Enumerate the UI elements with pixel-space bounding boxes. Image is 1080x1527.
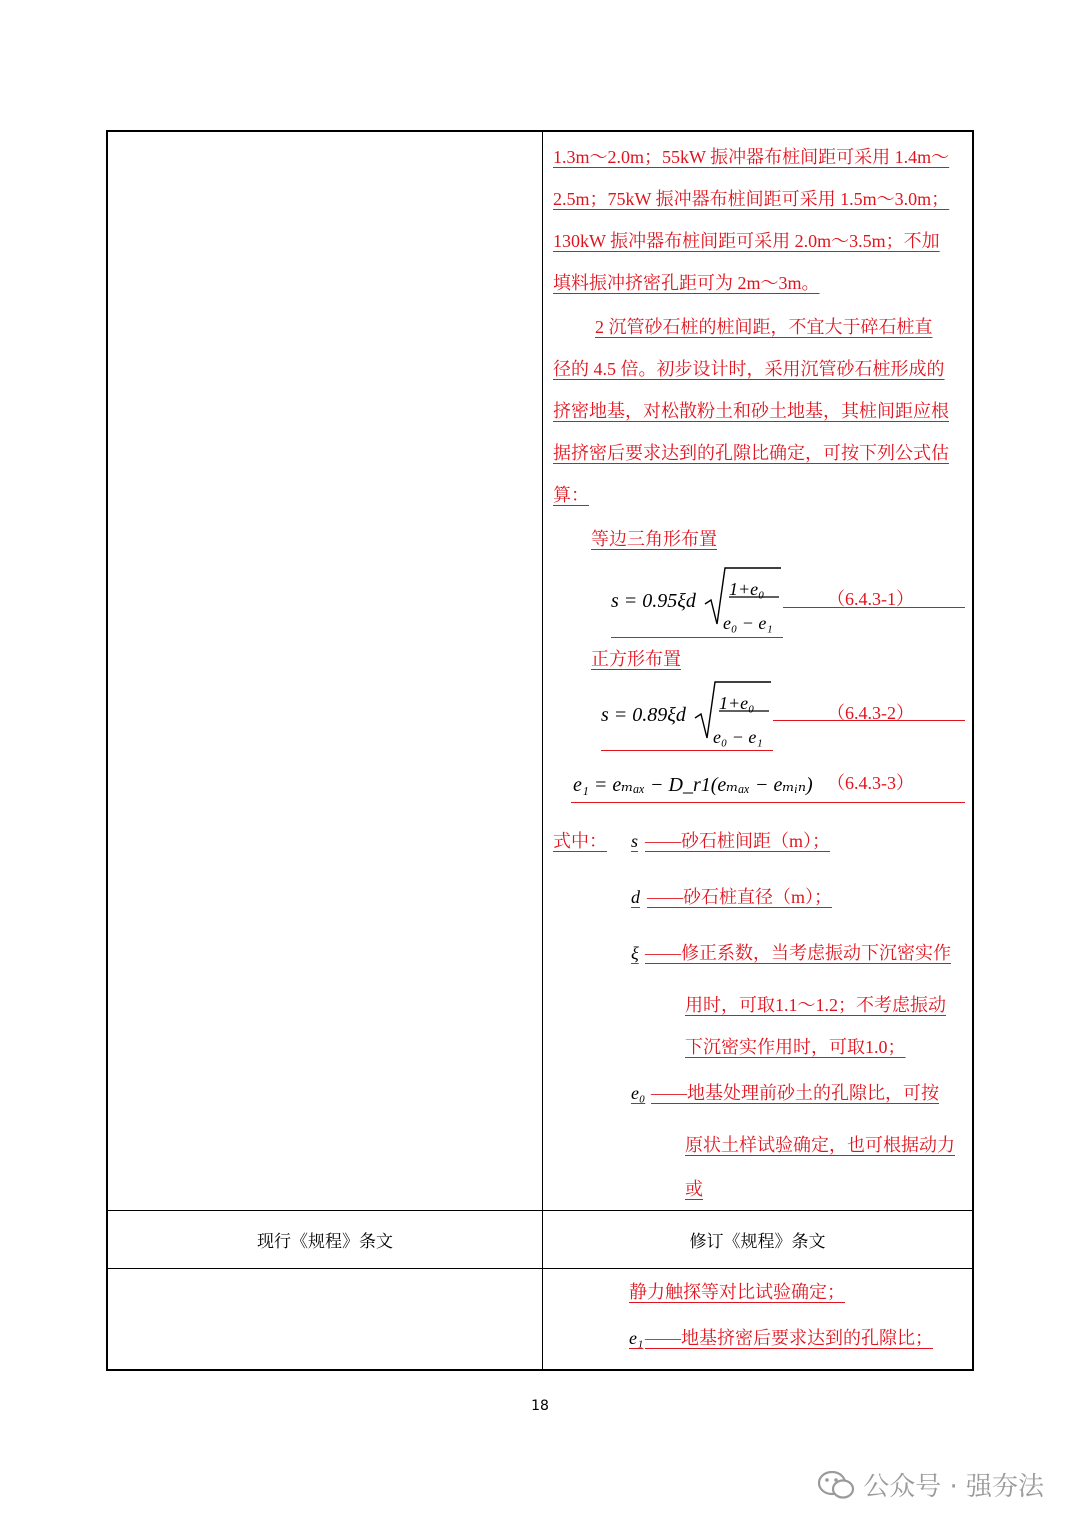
layout-triangle-label: 等边三角形布置 [591, 529, 717, 549]
def-text: ——砂石桩直径（m）； [647, 887, 833, 907]
text-line: 挤密地基，对松散粉土和砂土地基，其桩间距应根 [553, 401, 949, 421]
def-symbol: ξ [631, 943, 639, 963]
watermark [817, 1466, 1044, 1503]
formula-1-lhs: s = 0.95ξd [611, 590, 696, 612]
def-text: ——砂石桩间距（m）； [645, 831, 831, 851]
formula-2-number: （6.4.3-2） [827, 703, 914, 723]
formula-1-number: （6.4.3-1） [827, 589, 914, 609]
watermark-text: 公众号 · 强夯法 [863, 1472, 1044, 1502]
text-line: 径的 4.5 倍。初步设计时，采用沉管砂石桩形成的 [553, 359, 945, 379]
def-text: ——地基挤密后要求达到的孔隙比； [645, 1328, 933, 1348]
def-text: 下沉密实作用时，可取1.0； [685, 1037, 906, 1057]
right-cell-upper [543, 131, 974, 1211]
text-line: 据挤密后要求达到的孔隙比确定，可按下列公式估 [553, 443, 949, 463]
where-label: 式中： [553, 831, 607, 851]
text-line: 130kW 振冲器布桩间距可采用 2.0m～3.5m；不加 [553, 231, 940, 251]
formula-3-number: （6.4.3-3） [827, 773, 914, 793]
def-text: ——地基处理前砂土的孔隙比，可按 [651, 1083, 939, 1103]
text-line: 1.3m～2.0m；55kW 振冲器布桩间距可采用 1.4m～ [553, 147, 950, 167]
def-text: 用时，可取1.1～1.2；不考虑振动 [685, 995, 946, 1015]
def-symbol: d [631, 887, 640, 907]
def-text: 原状土样试验确定，也可根据动力 [685, 1135, 955, 1155]
text-line: 2 沉管砂石桩的桩间距，不宜大于碎石桩直 [595, 317, 933, 337]
comparison-table [106, 130, 974, 1371]
text-line: 算： [553, 485, 589, 505]
formula-3: e₁ = eₘₐₓ − D_r1(eₘₐₓ − eₘᵢₙ) [573, 774, 813, 796]
formula-2-numerator: 1+e₀ [719, 693, 755, 713]
text-line: 静力触探等对比试验确定； [629, 1282, 845, 1302]
header-current-clause: 现行《规程》条文 [107, 1211, 543, 1269]
text-line: 2.5m；75kW 振冲器布桩间距可采用 1.5m～3.0m； [553, 189, 950, 209]
formula-2-denominator: e₀ − e₁ [713, 727, 763, 747]
formula-1-numerator: 1+e₀ [729, 579, 765, 599]
text-line: 填料振冲挤密孔距可为 2m～3m。 [553, 273, 820, 293]
def-symbol: s [631, 831, 639, 851]
def-text: ——修正系数，当考虑振动下沉密实作 [645, 943, 951, 963]
left-cell-lower [107, 1269, 543, 1371]
left-cell-upper [107, 131, 543, 1211]
formula-1-denominator: e₀ − e₁ [723, 613, 773, 633]
page-number: 18 [531, 1398, 549, 1414]
layout-square-label: 正方形布置 [591, 649, 681, 669]
def-symbol: e₁ [629, 1328, 644, 1348]
def-symbol: e₀ [631, 1083, 646, 1103]
formula-2-lhs: s = 0.89ξd [601, 704, 686, 726]
right-cell-lower [543, 1269, 974, 1371]
header-revised-clause: 修订《规程》条文 [543, 1211, 974, 1269]
wechat-icon [817, 1469, 855, 1501]
def-text: 或 [685, 1179, 703, 1199]
